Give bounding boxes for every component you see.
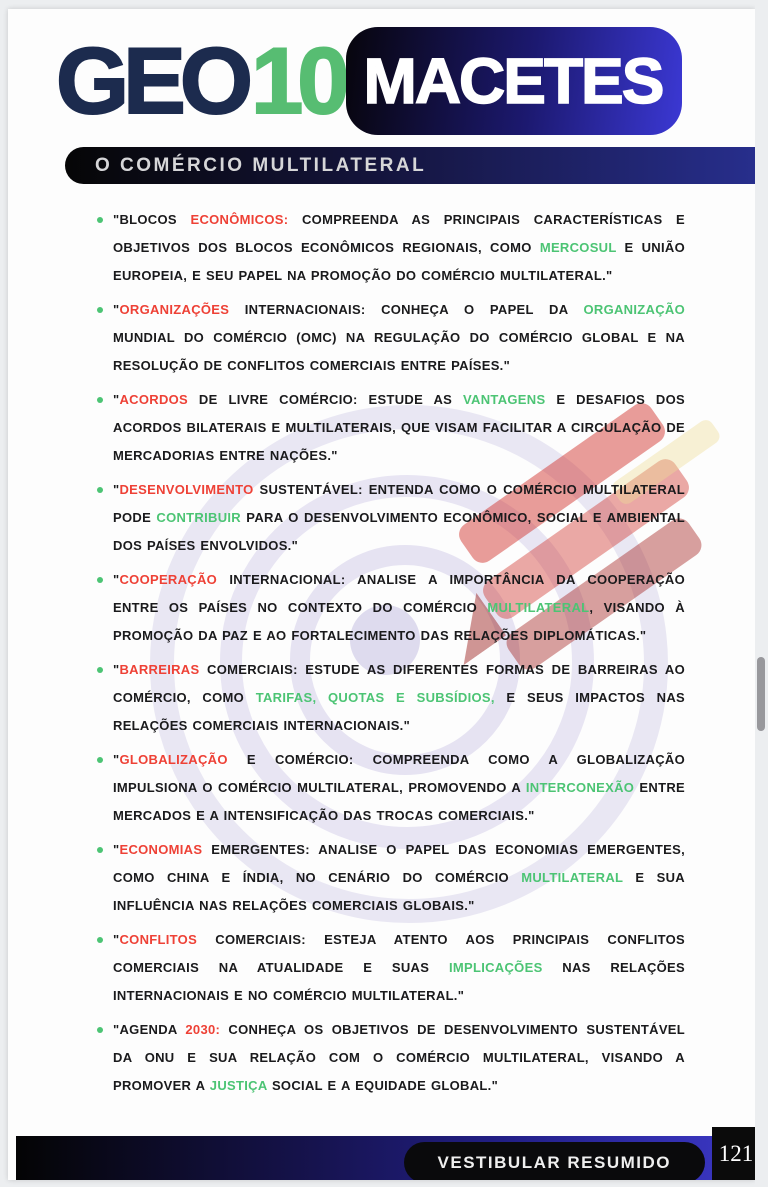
text-segment: MUNDIAL DO COMÉRCIO (OMC) NA REGULAÇÃO DO COMÉRCIO GLOBAL E NA RESOLUÇÃO DE CONFLITOS COMERCIAIS ENTRE PAÍSES." [113,330,685,373]
tip-text [113,926,685,1010]
text-segment: E DESAFIOS DOS ACORDOS BILATERAIS E MULTILATERAIS, QUE VISAM FACILITAR A CIRCULAÇÃO DE MERCADORIAS ENTRE NAÇÕES." [113,392,685,463]
tip-text [113,1016,685,1100]
text-segment: BARREIRAS [119,662,200,677]
bullet-dot-icon [97,667,103,673]
text-segment: " [113,482,120,497]
text-segment: INTERCONEXÃO [525,780,635,795]
bullet-dot-icon [97,397,103,403]
tip-text [113,566,685,650]
text-segment: JUSTIÇA [209,1078,268,1093]
text-segment: E UNIÃO EUROPEIA, E SEU PAPEL NA PROMOÇÃO DO COMÉRCIO MULTILATERAL." [113,240,685,283]
text-segment: " [113,752,120,767]
text-segment: CONHEÇA OS OBJETIVOS DE DESENVOLVIMENTO SUSTENTÁVEL DA ONU E SUA RELAÇÃO COM O COMÉRCIO MULTILATERAL, VISANDO A PROMOVER A [113,1022,686,1093]
text-segment: E SUA INFLUÊNCIA NAS RELAÇÕES COMERCIAIS GLOBAIS." [113,870,685,913]
text-segment: 2030: [185,1022,221,1037]
text-segment: COMPREENDA AS PRINCIPAIS CARACTERÍSTICAS E OBJETIVOS DOS BLOCOS ECONÔMICOS REGIONAIS, COMO [113,212,686,255]
document-page [8,9,755,1180]
list-item [97,746,685,830]
tip-text [113,476,685,560]
text-segment: E SEUS IMPACTOS NAS RELAÇÕES COMERCIAIS INTERNACIONAIS." [113,690,685,733]
text-segment: SUSTENTÁVEL: ENTENDA COMO O COMÉRCIO MULTILATERAL PODE [113,482,685,525]
scrollbar-track[interactable] [755,0,768,1187]
page-title: O COMÉRCIO MULTILATERAL [95,154,427,176]
text-segment: DE LIVRE COMÉRCIO: ESTUDE AS [188,392,464,407]
tip-text [113,206,685,290]
text-segment: DESENVOLVIMENTO [119,482,254,497]
page-number-badge [712,1127,760,1180]
text-segment: " [113,392,120,407]
text-segment: MULTILATERAL [521,870,624,885]
text-segment: COOPERAÇÃO [119,572,218,587]
tip-text [113,656,685,740]
tip-text [113,836,685,920]
brand-name: VESTIBULAR RESUMIDO [437,1152,671,1172]
text-segment: INTERNACIONAL: ANALISE A IMPORTÂNCIA DA COOPERAÇÃO ENTRE OS PAÍSES NO CONTEXTO DO COMÉRCIO [113,572,685,615]
list-item [97,476,685,560]
bullet-dot-icon [97,217,103,223]
text-segment: NAS RELAÇÕES INTERNACIONAIS E NO COMÉRCIO MULTILATERAL." [113,960,685,1003]
text-segment: " [113,662,120,677]
page-number: 121 [718,1140,754,1166]
text-segment: ENTRE MERCADOS E A INTENSIFICAÇÃO DAS TROCAS COMERCIAIS." [113,780,685,823]
text-segment: ACORDOS [119,392,189,407]
bullet-dot-icon [97,487,103,493]
tip-text [113,746,685,830]
text-segment: " [113,932,120,947]
bullet-dot-icon [97,847,103,853]
text-segment: IMPLICAÇÕES [448,960,543,975]
text-segment: " [113,572,120,587]
section-title-bar [65,147,755,184]
list-item [97,566,685,650]
text-segment: TARIFAS, QUOTAS E SUBSÍDIOS, [255,690,495,705]
text-segment: SOCIAL E A EQUIDADE GLOBAL." [267,1078,499,1093]
brand-logo [56,25,682,137]
text-segment: "BLOCOS [113,212,191,227]
text-segment: CONFLITOS [119,932,198,947]
bullet-dot-icon [97,937,103,943]
text-segment: EMERGENTES: ANALISE O PAPEL DAS ECONOMIAS EMERGENTES, COMO CHINA E ÍNDIA, NO CENÁRIO DO COMÉRCIO [113,842,685,885]
tip-text [113,386,685,470]
list-item [97,1016,685,1100]
text-segment: CONTRIBUIR [156,510,241,525]
text-segment: ECONOMIAS [119,842,203,857]
text-segment: "AGENDA [113,1022,186,1037]
text-segment: MERCOSUL [539,240,617,255]
tip-text [113,296,685,380]
text-segment: VANTAGENS [463,392,546,407]
list-item [97,836,685,920]
text-segment: ORGANIZAÇÃO [583,302,685,317]
text-segment: E COMÉRCIO: COMPREENDA COMO A GLOBALIZAÇÃO IMPULSIONA O COMÉRCIO MULTILATERAL, PROMOVENDO A [113,752,685,795]
logo-macetes-text: MACETES [363,45,663,117]
list-item [97,926,685,1010]
list-item [97,386,685,470]
text-segment: COMERCIAIS: ESTEJA ATENTO AOS PRINCIPAIS CONFLITOS COMERCIAIS NA ATUALIDADE E SUAS [113,932,685,975]
brand-pill [404,1142,705,1180]
text-segment: , VISANDO À PROMOÇÃO DA PAZ E AO FORTALECIMENTO DAS RELAÇÕES DIPLOMÁTICAS." [113,600,685,643]
logo-geo-text: GEO [56,28,247,133]
text-segment: GLOBALIZAÇÃO [119,752,228,767]
list-item [97,656,685,740]
list-item [97,296,685,380]
text-segment: PARA O DESENVOLVIMENTO ECONÔMICO, SOCIAL E AMBIENTAL DOS PAÍSES ENVOLVIDOS." [113,510,685,553]
text-segment: ORGANIZAÇÕES [119,302,230,317]
logo-ten-text: 10 [250,28,344,133]
bullet-dot-icon [97,757,103,763]
logo-macetes-badge [346,27,683,135]
bullet-dot-icon [97,307,103,313]
tips-list [97,206,685,1106]
text-segment: COMERCIAIS: ESTUDE AS DIFERENTES FORMAS DE BARREIRAS AO COMÉRCIO, COMO [113,662,685,705]
list-item [97,206,685,290]
bullet-dot-icon [97,1027,103,1033]
text-segment: INTERNACIONAIS: CONHEÇA O PAPEL DA [229,302,584,317]
bullet-dot-icon [97,577,103,583]
text-segment: ECONÔMICOS: [190,212,289,227]
scrollbar-thumb[interactable] [757,657,765,731]
footer-bar [16,1136,755,1180]
text-segment: " [113,842,120,857]
text-segment: " [113,302,120,317]
text-segment: MULTILATERAL [487,600,590,615]
